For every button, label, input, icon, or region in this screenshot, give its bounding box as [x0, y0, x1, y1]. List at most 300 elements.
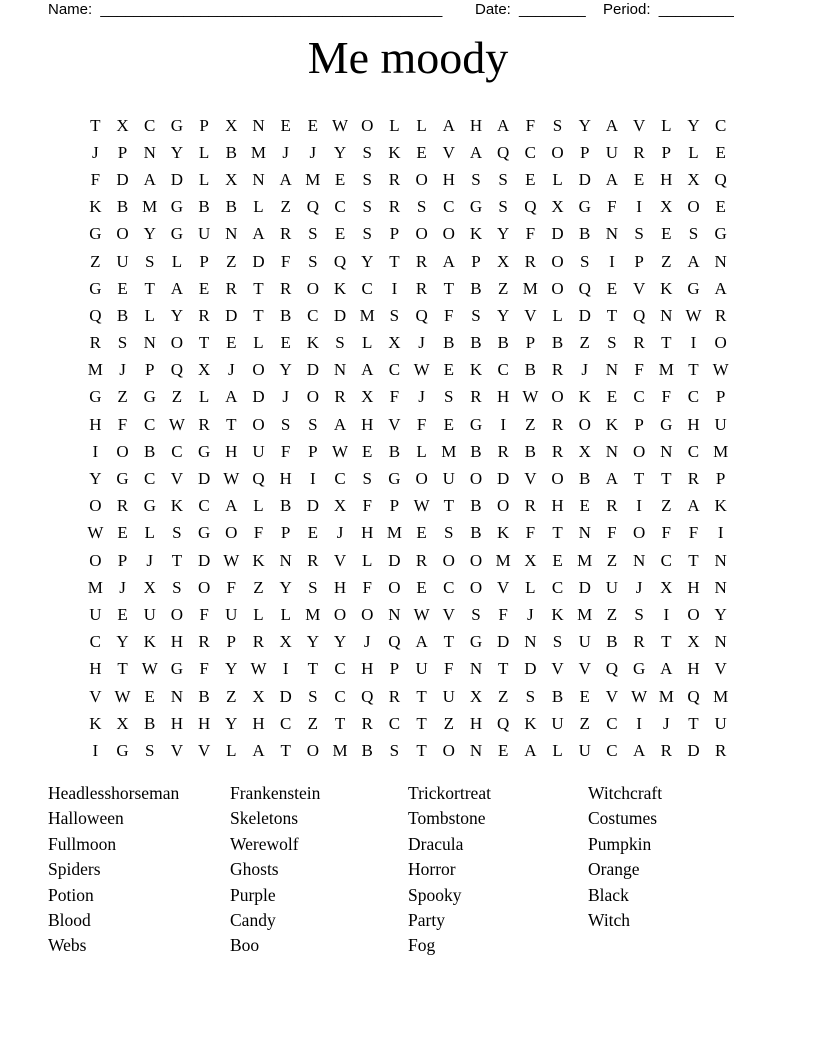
- grid-letter: A: [469, 142, 483, 162]
- grid-row: [82, 275, 735, 302]
- grid-letter: F: [525, 523, 536, 543]
- grid-row: [82, 302, 735, 329]
- grid-letter: Q: [333, 251, 347, 271]
- grid-letter: J: [418, 387, 425, 407]
- grid-letter: Y: [497, 224, 510, 244]
- grid-letter: O: [197, 577, 211, 597]
- grid-letter: A: [333, 414, 347, 434]
- grid-letter: F: [362, 577, 372, 597]
- grid-letter: C: [144, 414, 156, 434]
- grid-letter: R: [279, 278, 292, 298]
- grid-letter: A: [687, 251, 700, 271]
- grid-letter: B: [470, 333, 482, 353]
- word-list-item: Skeletons: [230, 808, 299, 829]
- grid-letter: H: [170, 632, 184, 652]
- grid-letter: O: [415, 469, 428, 489]
- grid-letter: V: [170, 740, 184, 760]
- grid-letter: U: [116, 251, 129, 271]
- grid-letter: G: [116, 469, 129, 489]
- grid-letter: R: [225, 278, 237, 298]
- grid-row: [82, 601, 735, 628]
- grid-letter: H: [89, 414, 102, 434]
- grid-letter: K: [660, 278, 673, 298]
- grid-letter: S: [389, 740, 400, 760]
- grid-letter: F: [389, 387, 400, 407]
- grid-letter: E: [117, 523, 128, 543]
- grid-letter: A: [225, 496, 238, 516]
- grid-letter: N: [252, 115, 265, 135]
- grid-letter: H: [361, 414, 374, 434]
- grid-letter: T: [497, 659, 509, 679]
- grid-letter: C: [660, 550, 672, 570]
- grid-letter: A: [252, 224, 265, 244]
- grid-letter: Z: [525, 414, 536, 434]
- grid-letter: S: [308, 224, 318, 244]
- period-field: [603, 1, 734, 18]
- grid-letter: G: [469, 197, 483, 217]
- grid-letter: M: [250, 142, 267, 162]
- grid-letter: E: [144, 686, 155, 706]
- grid-letter: S: [362, 469, 372, 489]
- grid-letter: A: [225, 387, 238, 407]
- grid-letter: G: [714, 224, 727, 244]
- grid-row: [82, 139, 735, 166]
- grid-letter: E: [715, 197, 726, 217]
- grid-letter: F: [226, 577, 237, 597]
- grid-letter: C: [307, 305, 319, 325]
- grid-letter: S: [172, 577, 182, 597]
- grid-letter: G: [388, 469, 401, 489]
- grid-letter: D: [306, 360, 319, 380]
- grid-letter: K: [170, 496, 184, 516]
- grid-letter: T: [606, 305, 618, 325]
- grid-letter: G: [89, 387, 102, 407]
- grid-letter: D: [578, 305, 591, 325]
- grid-letter: U: [197, 224, 211, 244]
- grid-row: [82, 710, 735, 737]
- grid-letter: Z: [497, 686, 509, 706]
- grid-letter: O: [333, 604, 347, 624]
- grid-letter: W: [223, 550, 240, 570]
- grid-letter: X: [279, 632, 292, 652]
- grid-row: [82, 438, 735, 465]
- grid-letter: Z: [117, 387, 128, 407]
- grid-letter: N: [279, 550, 292, 570]
- grid-letter: Y: [225, 659, 238, 679]
- grid-letter: J: [336, 523, 344, 543]
- grid-letter: G: [469, 414, 483, 434]
- grid-letter: E: [280, 115, 291, 135]
- grid-letter: E: [334, 224, 346, 244]
- grid-letter: E: [307, 523, 319, 543]
- grid-letter: T: [198, 333, 210, 353]
- grid-letter: I: [391, 278, 398, 298]
- grid-letter: X: [578, 441, 591, 461]
- grid-letter: I: [636, 197, 642, 217]
- grid-letter: P: [199, 115, 209, 135]
- name-field: [48, 1, 442, 18]
- grid-letter: C: [334, 469, 346, 489]
- grid-letter: K: [714, 496, 727, 516]
- grid-letter: F: [199, 604, 209, 624]
- word-list-item: Trickortreat: [408, 783, 491, 803]
- grid-letter: E: [416, 142, 427, 162]
- grid-letter: E: [661, 224, 672, 244]
- grid-letter: T: [443, 278, 454, 298]
- grid-letter: S: [362, 142, 372, 162]
- grid-letter: G: [143, 496, 156, 516]
- grid-letter: O: [497, 496, 510, 516]
- grid-letter: E: [416, 523, 427, 543]
- word-list-item: Frankenstein: [230, 783, 321, 803]
- grid-letter: W: [631, 686, 648, 706]
- grid-letter: S: [471, 604, 481, 624]
- grid-letter: C: [551, 577, 564, 597]
- grid-letter: B: [144, 713, 156, 733]
- grid-letter: K: [89, 197, 102, 217]
- grid-letter: M: [577, 550, 593, 570]
- grid-letter: W: [413, 360, 430, 380]
- grid-letter: P: [117, 550, 128, 570]
- grid-letter: A: [660, 659, 673, 679]
- grid-letter: G: [578, 197, 591, 217]
- grid-letter: H: [469, 713, 483, 733]
- grid-letter: M: [577, 604, 593, 624]
- grid-letter: J: [418, 333, 425, 353]
- grid-letter: M: [142, 197, 158, 217]
- word-list-column: [408, 781, 588, 959]
- grid-letter: L: [389, 115, 400, 135]
- grid-letter: H: [551, 496, 564, 516]
- grid-letter: C: [443, 577, 455, 597]
- grid-letter: F: [607, 197, 617, 217]
- grid-letter: Y: [306, 632, 319, 652]
- grid-letter: B: [279, 305, 292, 325]
- grid-letter: R: [551, 414, 564, 434]
- grid-letter: X: [116, 115, 129, 135]
- grid-letter: X: [197, 360, 211, 380]
- grid-letter: Y: [714, 604, 727, 624]
- grid-letter: A: [687, 496, 700, 516]
- grid-letter: H: [687, 577, 700, 597]
- grid-letter: R: [606, 496, 618, 516]
- grid-letter: P: [471, 251, 481, 271]
- grid-letter: E: [117, 278, 128, 298]
- grid-letter: L: [171, 251, 183, 271]
- grid-letter: S: [362, 169, 372, 189]
- grid-letter: E: [579, 686, 590, 706]
- grid-letter: G: [116, 740, 129, 760]
- grid-letter: G: [170, 197, 184, 217]
- grid-letter: L: [253, 333, 264, 353]
- grid-letter: H: [687, 659, 700, 679]
- grid-letter: W: [168, 414, 185, 434]
- grid-letter: H: [252, 713, 265, 733]
- word-list-item: Ghosts: [230, 859, 279, 880]
- grid-letter: Q: [605, 659, 619, 679]
- grid-letter: Q: [714, 169, 727, 189]
- grid-letter: R: [89, 333, 102, 353]
- grid-letter: F: [199, 659, 209, 679]
- grid-letter: O: [469, 577, 483, 597]
- grid-letter: I: [636, 713, 642, 733]
- grid-letter: V: [578, 659, 591, 679]
- grid-letter: T: [171, 550, 183, 570]
- grid-letter: K: [605, 414, 619, 434]
- grid-letter: G: [170, 224, 184, 244]
- grid-letter: S: [280, 414, 291, 434]
- grid-letter: W: [522, 387, 539, 407]
- grid-letter: I: [310, 469, 316, 489]
- grid-letter: D: [279, 686, 292, 706]
- word-list-item: Witch: [588, 909, 631, 930]
- grid-letter: K: [89, 713, 102, 733]
- grid-letter: X: [660, 577, 673, 597]
- word-list-item: Pumpkin: [588, 833, 652, 854]
- grid-letter: R: [633, 333, 645, 353]
- grid-letter: Y: [578, 115, 591, 135]
- grid-letter: C: [497, 360, 509, 380]
- grid-letter: E: [497, 740, 509, 760]
- grid-letter: N: [605, 360, 619, 380]
- grid-letter: M: [713, 441, 729, 461]
- grid-letter: R: [633, 632, 645, 652]
- grid-letter: O: [306, 387, 319, 407]
- grid-letter: H: [469, 115, 483, 135]
- grid-letter: N: [714, 550, 727, 570]
- word-list-item: Purple: [230, 884, 276, 905]
- grid-letter: T: [253, 278, 264, 298]
- grid-letter: Y: [333, 632, 347, 652]
- grid-letter: P: [389, 224, 400, 244]
- grid-letter: T: [280, 740, 291, 760]
- grid-letter: C: [171, 441, 183, 461]
- puzzle-title: Me moody: [307, 32, 509, 83]
- grid-letter: C: [633, 387, 645, 407]
- grid-letter: X: [660, 197, 673, 217]
- letter-grid: [82, 112, 735, 765]
- grid-letter: D: [578, 169, 591, 189]
- grid-letter: P: [525, 333, 536, 353]
- word-list-item: Potion: [48, 884, 94, 905]
- grid-letter: V: [605, 686, 619, 706]
- grid-letter: J: [662, 713, 670, 733]
- grid-letter: S: [308, 251, 318, 271]
- grid-letter: T: [389, 251, 400, 271]
- grid-letter: R: [415, 278, 428, 298]
- grid-letter: O: [415, 169, 428, 189]
- grid-letter: R: [388, 169, 401, 189]
- grid-letter: Y: [497, 305, 510, 325]
- grid-letter: R: [198, 632, 210, 652]
- word-list-item: Dracula: [408, 833, 464, 854]
- grid-letter: Z: [280, 197, 291, 217]
- grid-letter: J: [282, 142, 289, 162]
- grid-letter: Z: [443, 713, 454, 733]
- grid-letter: X: [252, 686, 265, 706]
- grid-letter: B: [497, 333, 509, 353]
- grid-letter: G: [197, 441, 211, 461]
- grid-letter: U: [578, 632, 591, 652]
- word-list-item: Webs: [48, 935, 87, 956]
- grid-letter: A: [442, 115, 455, 135]
- grid-letter: D: [225, 305, 238, 325]
- grid-letter: T: [661, 632, 672, 652]
- grid-letter: R: [470, 387, 482, 407]
- grid-letter: Q: [89, 305, 102, 325]
- grid-letter: Q: [578, 278, 591, 298]
- grid-letter: U: [89, 604, 102, 624]
- grid-letter: J: [363, 632, 371, 652]
- grid-letter: B: [551, 333, 564, 353]
- grid-letter: D: [197, 469, 211, 489]
- grid-letter: N: [225, 224, 238, 244]
- date-field: [475, 1, 586, 18]
- grid-letter: T: [661, 469, 672, 489]
- grid-letter: O: [170, 333, 184, 353]
- grid-letter: B: [198, 197, 210, 217]
- grid-letter: D: [388, 550, 401, 570]
- grid-letter: X: [524, 550, 537, 570]
- grid-letter: S: [444, 523, 454, 543]
- grid-letter: R: [388, 197, 401, 217]
- grid-letter: V: [442, 142, 455, 162]
- grid-letter: N: [660, 441, 673, 461]
- grid-letter: G: [89, 278, 102, 298]
- grid-letter: C: [687, 441, 700, 461]
- grid-letter: P: [661, 142, 672, 162]
- grid-letter: R: [687, 469, 700, 489]
- grid-letter: A: [497, 115, 510, 135]
- grid-letter: Y: [116, 632, 129, 652]
- grid-letter: C: [361, 278, 373, 298]
- grid-letter: K: [578, 387, 591, 407]
- grid-letter: W: [223, 469, 240, 489]
- grid-letter: O: [551, 387, 564, 407]
- grid-letter: R: [524, 496, 537, 516]
- grid-letter: S: [607, 333, 617, 353]
- grid-letter: V: [170, 469, 184, 489]
- grid-letter: F: [117, 414, 128, 434]
- grid-letter: N: [388, 604, 401, 624]
- grid-letter: L: [416, 115, 427, 135]
- grid-letter: Q: [497, 713, 510, 733]
- grid-letter: Z: [661, 496, 672, 516]
- grid-letter: O: [442, 550, 455, 570]
- grid-letter: L: [253, 197, 264, 217]
- grid-letter: V: [632, 115, 646, 135]
- grid-letter: E: [552, 550, 563, 570]
- grid-letter: A: [415, 632, 428, 652]
- grid-letter: S: [552, 632, 563, 652]
- grid-letter: O: [442, 740, 455, 760]
- grid-letter: R: [714, 305, 727, 325]
- grid-letter: W: [141, 659, 158, 679]
- word-list-item: Werewolf: [230, 833, 299, 854]
- grid-letter: W: [712, 360, 729, 380]
- grid-letter: T: [688, 713, 699, 733]
- grid-letter: O: [551, 142, 564, 162]
- grid-letter: C: [524, 142, 537, 162]
- grid-letter: N: [714, 251, 727, 271]
- grid-letter: Q: [415, 305, 428, 325]
- grid-letter: R: [198, 414, 210, 434]
- word-list-item: Headlesshorseman: [48, 783, 180, 803]
- grid-letter: D: [252, 251, 265, 271]
- grid-letter: S: [117, 333, 128, 353]
- grid-letter: O: [415, 224, 428, 244]
- grid-letter: G: [660, 414, 673, 434]
- grid-letter: U: [442, 469, 455, 489]
- grid-letter: U: [578, 740, 591, 760]
- grid-row: [82, 574, 735, 601]
- grid-letter: F: [444, 305, 454, 325]
- grid-letter: E: [307, 115, 319, 135]
- grid-letter: D: [170, 169, 184, 189]
- grid-letter: K: [252, 550, 265, 570]
- grid-letter: U: [143, 604, 156, 624]
- grid-letter: R: [633, 142, 645, 162]
- grid-row: [82, 221, 735, 248]
- grid-letter: O: [252, 414, 265, 434]
- word-list-item: Fullmoon: [48, 833, 117, 854]
- grid-letter: L: [552, 740, 563, 760]
- grid-row: [82, 194, 735, 221]
- grid-letter: A: [605, 169, 619, 189]
- grid-letter: S: [389, 305, 400, 325]
- grid-letter: O: [306, 740, 319, 760]
- grid-letter: B: [524, 441, 537, 461]
- grid-letter: H: [225, 441, 238, 461]
- grid-letter: L: [226, 740, 237, 760]
- grid-letter: V: [89, 686, 102, 706]
- grid-letter: L: [144, 523, 155, 543]
- grid-letter: P: [634, 414, 644, 434]
- grid-letter: P: [715, 469, 726, 489]
- grid-letter: D: [197, 550, 211, 570]
- grid-letter: F: [688, 523, 699, 543]
- grid-letter: E: [416, 577, 427, 597]
- grid-letter: S: [362, 197, 372, 217]
- grid-letter: O: [361, 115, 374, 135]
- grid-letter: I: [92, 441, 99, 461]
- grid-row: [82, 520, 735, 547]
- grid-letter: O: [578, 414, 591, 434]
- grid-letter: F: [525, 115, 536, 135]
- grid-letter: R: [116, 496, 129, 516]
- grid-letter: J: [227, 360, 235, 380]
- grid-letter: M: [522, 278, 538, 298]
- grid-letter: C: [334, 659, 346, 679]
- grid-letter: N: [469, 659, 483, 679]
- grid-letter: O: [714, 333, 727, 353]
- word-list-item: Costumes: [588, 808, 658, 829]
- grid-letter: N: [605, 441, 619, 461]
- grid-row: [82, 629, 735, 656]
- grid-letter: Z: [226, 686, 237, 706]
- grid-letter: L: [253, 604, 264, 624]
- grid-letter: R: [415, 251, 428, 271]
- grid-letter: G: [687, 278, 700, 298]
- grid-letter: S: [144, 251, 155, 271]
- grid-letter: U: [442, 686, 455, 706]
- grid-letter: W: [413, 604, 430, 624]
- grid-letter: T: [253, 305, 264, 325]
- grid-letter: X: [551, 197, 564, 217]
- grid-letter: V: [388, 414, 401, 434]
- grid-letter: O: [687, 604, 700, 624]
- grid-letter: P: [199, 251, 209, 271]
